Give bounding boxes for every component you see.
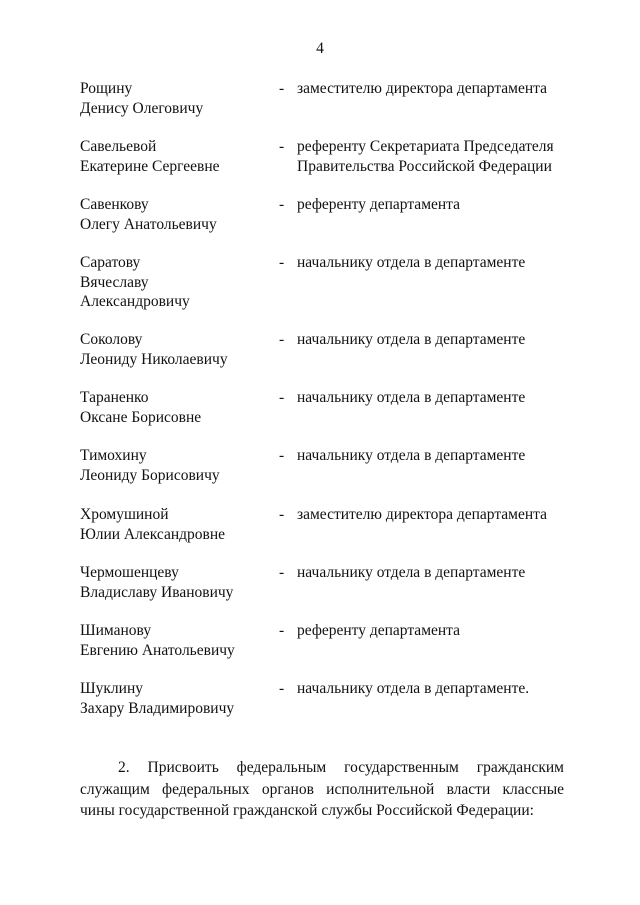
position-title — [297, 253, 597, 273]
dash: - — [279, 331, 285, 348]
position-line: Правительства Российской Федерации — [297, 157, 552, 175]
person-name — [80, 505, 270, 544]
person-name — [80, 446, 270, 485]
name-line: Шуклину — [80, 680, 143, 697]
person-name — [80, 621, 270, 660]
position-line: начальнику отдела в департаменте. — [297, 680, 530, 697]
name-line: Тимохину — [80, 447, 147, 464]
paragraph-line: служащим федеральных органов исполнительной власти классные — [80, 780, 564, 798]
position-title — [297, 195, 597, 215]
person-name — [80, 388, 270, 427]
name-line: Саратову — [80, 254, 141, 271]
person-name — [80, 563, 270, 602]
dash: - — [279, 680, 285, 697]
position-line: начальнику отдела в департаменте — [297, 331, 526, 348]
name-line: Денису Олеговичу — [80, 99, 204, 117]
position-line: начальнику отдела в департаменте — [297, 389, 526, 406]
name-line: Леониду Борисовичу — [80, 466, 220, 484]
dash: - — [279, 564, 285, 581]
name-line: Хромушиной — [80, 506, 169, 523]
person-name — [80, 137, 270, 176]
position-title — [297, 137, 597, 176]
dash: - — [279, 254, 285, 271]
position-title — [297, 330, 597, 350]
position-line: начальнику отдела в департаменте — [297, 564, 526, 581]
position-line: начальнику отдела в департаменте — [297, 447, 526, 464]
name-line: Оксане Борисовне — [80, 408, 202, 426]
body-paragraph — [80, 757, 564, 822]
name-line: Савельевой — [80, 138, 157, 155]
position-line: заместителю директора департамента — [297, 506, 547, 523]
name-line: Вячеславу — [80, 273, 149, 291]
paragraph-line: 2. Присвоить федеральным государственным гражданским — [118, 759, 564, 776]
person-name — [80, 253, 270, 312]
position-line: референту департамента — [297, 196, 461, 213]
name-line: Александровичу — [80, 293, 190, 310]
name-line: Савенкову — [80, 196, 149, 213]
dash: - — [279, 506, 285, 523]
name-line: Юлии Александровне — [80, 525, 226, 543]
name-line: Чермошенцеву — [80, 564, 179, 581]
page-number: 4 — [316, 40, 324, 57]
position-title — [297, 79, 597, 99]
dash: - — [279, 196, 285, 213]
name-line: Евгению Анатольевичу — [80, 641, 235, 659]
position-title — [297, 505, 597, 525]
position-line: начальнику отдела в департаменте — [297, 254, 526, 271]
position-line: референту Секретариата Председателя — [297, 138, 554, 155]
name-line: Олегу Анатольевичу — [80, 215, 217, 233]
position-title — [297, 388, 597, 408]
name-line: Владиславу Ивановичу — [80, 583, 234, 601]
name-line: Рощину — [80, 80, 133, 97]
dash: - — [279, 80, 285, 97]
name-line: Шиманову — [80, 622, 152, 639]
name-line: Захару Владимировичу — [80, 699, 235, 717]
name-line: Леониду Николаевичу — [80, 350, 228, 368]
person-name — [80, 79, 270, 118]
position-line: референту департамента — [297, 622, 461, 639]
position-title — [297, 446, 597, 466]
name-line: Соколову — [80, 331, 143, 348]
dash: - — [279, 138, 285, 155]
name-line: Тараненко — [80, 389, 149, 406]
dash: - — [279, 622, 285, 639]
position-title — [297, 621, 597, 641]
dash: - — [279, 447, 285, 464]
person-name — [80, 330, 270, 369]
person-name — [80, 195, 270, 234]
paragraph-line: чины государственной гражданской службы Российской Федерации: — [80, 802, 534, 819]
position-line: заместителю директора департамента — [297, 80, 547, 97]
position-title — [297, 563, 597, 583]
name-line: Екатерине Сергеевне — [80, 157, 220, 175]
dash: - — [279, 389, 285, 406]
position-title — [297, 679, 597, 699]
person-name — [80, 679, 270, 718]
